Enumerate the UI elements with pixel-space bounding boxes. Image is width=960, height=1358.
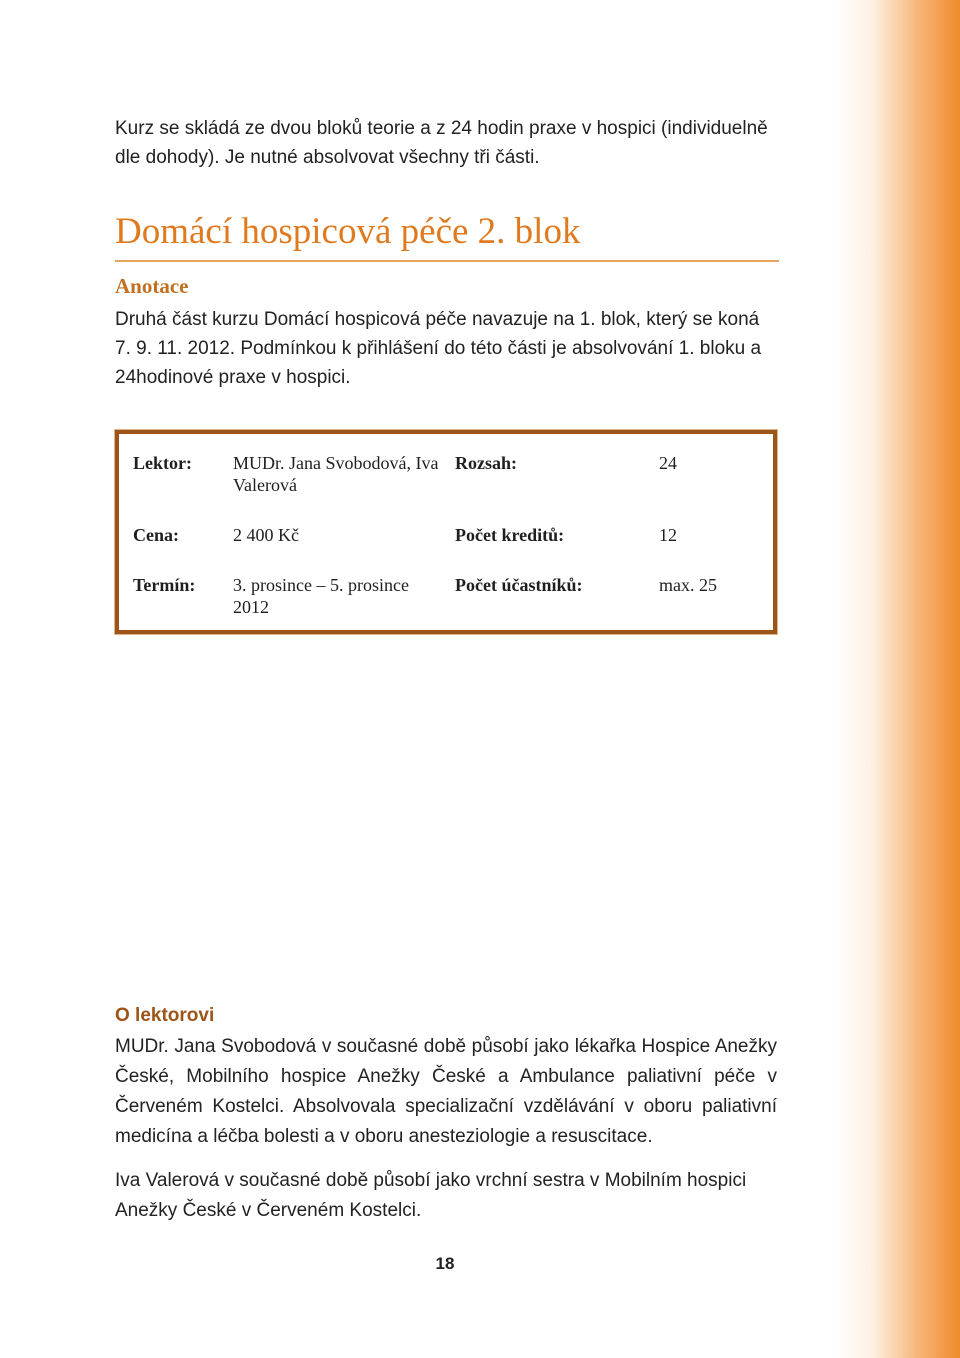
course-info-box bbox=[115, 430, 777, 634]
termin-value: 3. prosince – 5. prosince 2012 bbox=[233, 575, 409, 617]
page-number: 18 bbox=[435, 1254, 455, 1273]
ucastnici-label: Počet účastníků: bbox=[455, 575, 583, 595]
lektor-value: MUDr. Jana Svobodová, Iva Valerová bbox=[233, 453, 439, 495]
rozsah-value: 24 bbox=[659, 453, 677, 473]
anotace-heading: Anotace bbox=[115, 274, 189, 298]
ucastnici-value: max. 25 bbox=[659, 575, 717, 595]
lektor-bio-svobodova: MUDr. Jana Svobodová v současné době působí jako lékařka Hospice Anežky České, Mobilního hospice Anežky České a Ambulance paliativní péče v Červeném Kostelci. Absolvovala specializační vzdělávání v oboru paliativní medicína a léčba bolesti a v oboru anesteziologie a resuscitace. bbox=[115, 1036, 777, 1147]
termin-label: Termín: bbox=[133, 575, 196, 595]
kredity-value: 12 bbox=[659, 525, 677, 545]
rozsah-label: Rozsah: bbox=[455, 453, 517, 473]
orange-gradient-sidebar bbox=[836, 0, 960, 1358]
anotace-text: Druhá část kurzu Domácí hospicová péče navazuje na 1. blok, který se koná 7. 9. 11. 2012. Podmínkou k přihlášení do této části je absolvování 1. bloku a 24hodinové praxe v hospici. bbox=[115, 309, 762, 388]
lektori-heading: O lektorovi bbox=[115, 1005, 215, 1026]
cena-label: Cena: bbox=[133, 525, 179, 545]
lektor-bio-valerova: Iva Valerová v současné době působí jako vrchní sestra v Mobilním hospici Anežky České v Červeném Kostelci. bbox=[115, 1170, 747, 1221]
intro-paragraph: Kurz se skládá ze dvou bloků teorie a z 24 hodin praxe v hospici (individuelně dle dohody). Je nutné absolvovat všechny tři části. bbox=[115, 118, 768, 168]
kredity-label: Počet kreditů: bbox=[455, 525, 565, 545]
lektor-label: Lektor: bbox=[133, 453, 192, 473]
section-title: Domácí hospicová péče 2. blok bbox=[115, 208, 779, 262]
cena-value: 2 400 Kč bbox=[233, 525, 299, 545]
